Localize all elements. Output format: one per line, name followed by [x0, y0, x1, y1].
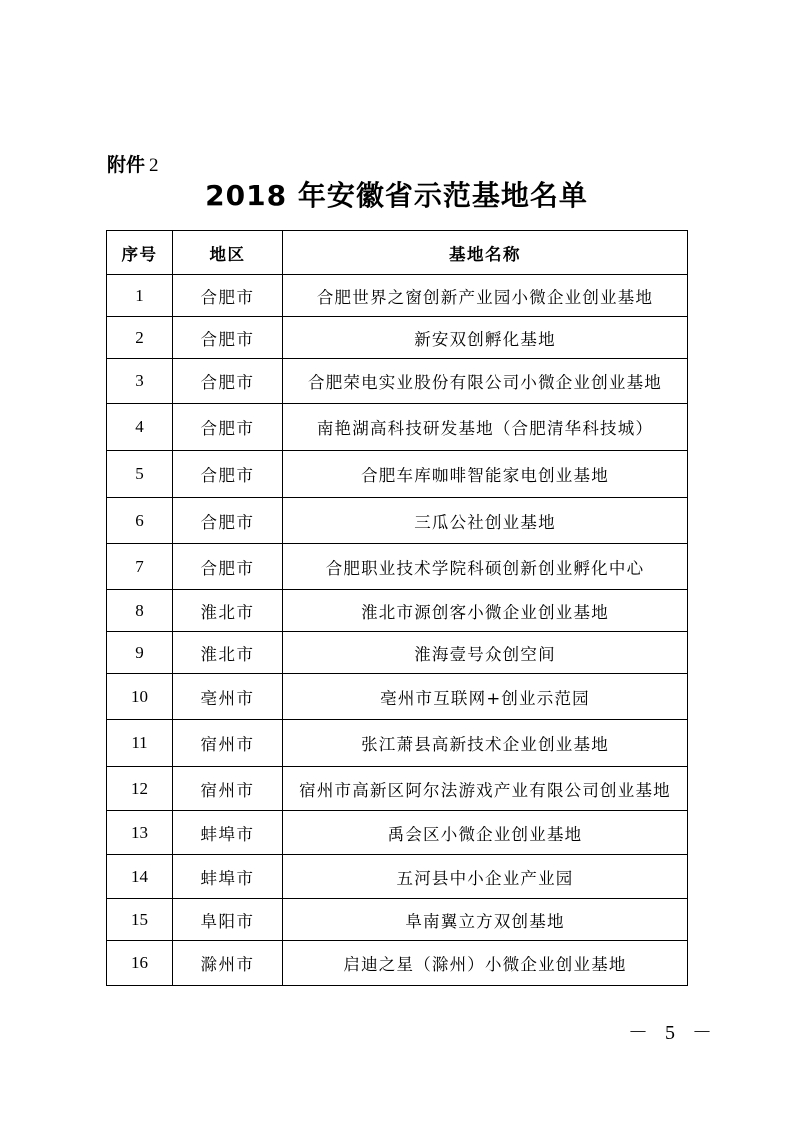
table-row	[107, 544, 688, 590]
region-cell: 淮北市	[173, 590, 283, 632]
attachment-number: 2	[149, 155, 159, 176]
base-name-cell: 新安双创孵化基地	[283, 317, 688, 359]
table-row	[107, 317, 688, 359]
header-region: 地区	[173, 231, 283, 275]
attachment-label	[107, 150, 159, 177]
base-name-cell: 南艳湖高科技研发基地（合肥清华科技城）	[283, 404, 688, 451]
table-row	[107, 811, 688, 855]
serial-cell: 12	[107, 767, 173, 811]
base-name-cell: 合肥车库咖啡智能家电创业基地	[283, 451, 688, 498]
table-row	[107, 632, 688, 674]
serial-cell: 5	[107, 451, 173, 498]
header-serial: 序号	[107, 231, 173, 275]
base-name-cell: 禹会区小微企业创业基地	[283, 811, 688, 855]
table-row	[107, 275, 688, 317]
table-row	[107, 498, 688, 544]
serial-cell: 3	[107, 359, 173, 404]
serial-cell: 8	[107, 590, 173, 632]
base-name-cell: 合肥荣电实业股份有限公司小微企业创业基地	[283, 359, 688, 404]
region-cell: 合肥市	[173, 359, 283, 404]
page-title: 2018 年安徽省示范基地名单	[205, 179, 588, 212]
serial-cell: 2	[107, 317, 173, 359]
base-list-table	[106, 230, 688, 986]
serial-cell: 6	[107, 498, 173, 544]
base-name-cell: 合肥世界之窗创新产业园小微企业创业基地	[283, 275, 688, 317]
region-cell: 合肥市	[173, 404, 283, 451]
region-cell: 亳州市	[173, 674, 283, 720]
table-row	[107, 590, 688, 632]
base-name-cell: 启迪之星（滁州）小微企业创业基地	[283, 941, 688, 986]
serial-cell: 16	[107, 941, 173, 986]
base-name-cell: 阜南翼立方双创基地	[283, 899, 688, 941]
table-row	[107, 720, 688, 767]
serial-cell: 11	[107, 720, 173, 767]
base-name-cell: 五河县中小企业产业园	[283, 855, 688, 899]
region-cell: 合肥市	[173, 544, 283, 590]
base-name-cell: 亳州市互联网+创业示范园	[283, 674, 688, 720]
serial-cell: 10	[107, 674, 173, 720]
region-cell: 阜阳市	[173, 899, 283, 941]
region-cell: 合肥市	[173, 498, 283, 544]
table-row	[107, 359, 688, 404]
table-row	[107, 941, 688, 986]
serial-cell: 7	[107, 544, 173, 590]
table-body	[107, 275, 688, 986]
base-name-cell: 合肥职业技术学院科硕创新创业孵化中心	[283, 544, 688, 590]
region-cell: 蚌埠市	[173, 855, 283, 899]
header-row	[107, 231, 688, 275]
region-cell: 合肥市	[173, 275, 283, 317]
serial-cell: 15	[107, 899, 173, 941]
page-number: － 5 －	[628, 1022, 718, 1044]
table-row	[107, 404, 688, 451]
table-row	[107, 451, 688, 498]
table-row	[107, 674, 688, 720]
region-cell: 蚌埠市	[173, 811, 283, 855]
base-name-cell: 张江萧县高新技术企业创业基地	[283, 720, 688, 767]
region-cell: 滁州市	[173, 941, 283, 986]
region-cell: 淮北市	[173, 632, 283, 674]
table-row	[107, 767, 688, 811]
region-cell: 宿州市	[173, 720, 283, 767]
serial-cell: 4	[107, 404, 173, 451]
region-cell: 合肥市	[173, 317, 283, 359]
base-name-cell: 淮海壹号众创空间	[283, 632, 688, 674]
header-base-name: 基地名称	[283, 231, 688, 275]
table-row	[107, 899, 688, 941]
serial-cell: 9	[107, 632, 173, 674]
serial-cell: 14	[107, 855, 173, 899]
serial-cell: 13	[107, 811, 173, 855]
attachment-label-text: 附件	[107, 154, 146, 176]
region-cell: 合肥市	[173, 451, 283, 498]
base-name-cell: 宿州市高新区阿尔法游戏产业有限公司创业基地	[283, 767, 688, 811]
region-cell: 宿州市	[173, 767, 283, 811]
table-row	[107, 855, 688, 899]
table-header	[107, 231, 688, 275]
base-name-cell: 淮北市源创客小微企业创业基地	[283, 590, 688, 632]
base-name-cell: 三瓜公社创业基地	[283, 498, 688, 544]
serial-cell: 1	[107, 275, 173, 317]
